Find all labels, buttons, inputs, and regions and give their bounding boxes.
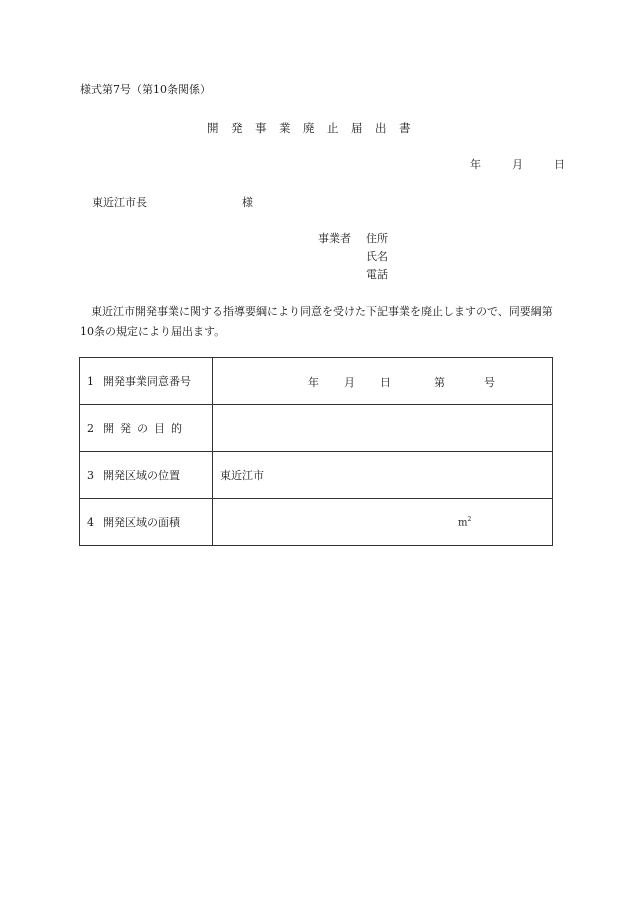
approval-go-label: 号 [484,376,495,389]
row-number: 3 [87,469,94,482]
addressee-honorific: 様 [242,196,253,209]
row-label-text: 開発区域の面積 [103,516,180,529]
table-row [80,499,553,546]
document-title: 開発事業廃止届出書 [207,121,423,135]
area-unit-exponent: 2 [467,516,472,524]
approval-month-label: 月 [344,376,355,389]
row-number: 2 [87,422,94,435]
details-table [79,357,553,546]
applicant-phone-label: 電話 [366,268,388,281]
table-row [80,452,553,499]
body-text: 東近江市開発事業に関する指導要綱により同意を受けた下記事業を廃止しますので、同要綱第10条の規定により届出ます。 [80,305,553,338]
addressee-name: 東近江市長 [92,196,147,209]
applicant-role: 事業者 [318,232,351,245]
approval-number-field[interactable] [213,358,553,405]
area-unit [458,516,471,528]
row-label-text: 開発事業同意番号 [103,375,191,388]
purpose-field[interactable] [213,405,553,452]
approval-year-label: 年 [308,376,319,389]
location-field[interactable] [213,452,553,499]
table-row [80,358,553,405]
form-number: 様式第7号（第10条関係） [80,83,211,96]
area-unit-base: m [458,517,468,529]
applicant-name-label: 氏名 [366,250,388,263]
row-label-text: 開発区域の位置 [103,469,180,482]
row-label-area [80,499,213,546]
row-number: 1 [87,375,94,388]
row-label-location [80,452,213,499]
date-year-label: 年 [470,158,481,171]
location-value: 東近江市 [220,469,264,482]
date-month-label: 月 [512,158,523,171]
table-row [80,405,553,452]
date-day-label: 日 [554,158,565,171]
row-number: 4 [87,516,94,529]
approval-day-label: 日 [380,376,391,389]
approval-dai-label: 第 [434,376,445,389]
row-label-approval-number [80,358,213,405]
addressee [92,194,253,210]
submission-date [470,156,565,172]
row-label-text: 開発の目的 [103,422,188,435]
applicant-address-label: 住所 [366,232,388,245]
row-label-purpose [80,405,213,452]
area-field[interactable] [213,499,553,546]
